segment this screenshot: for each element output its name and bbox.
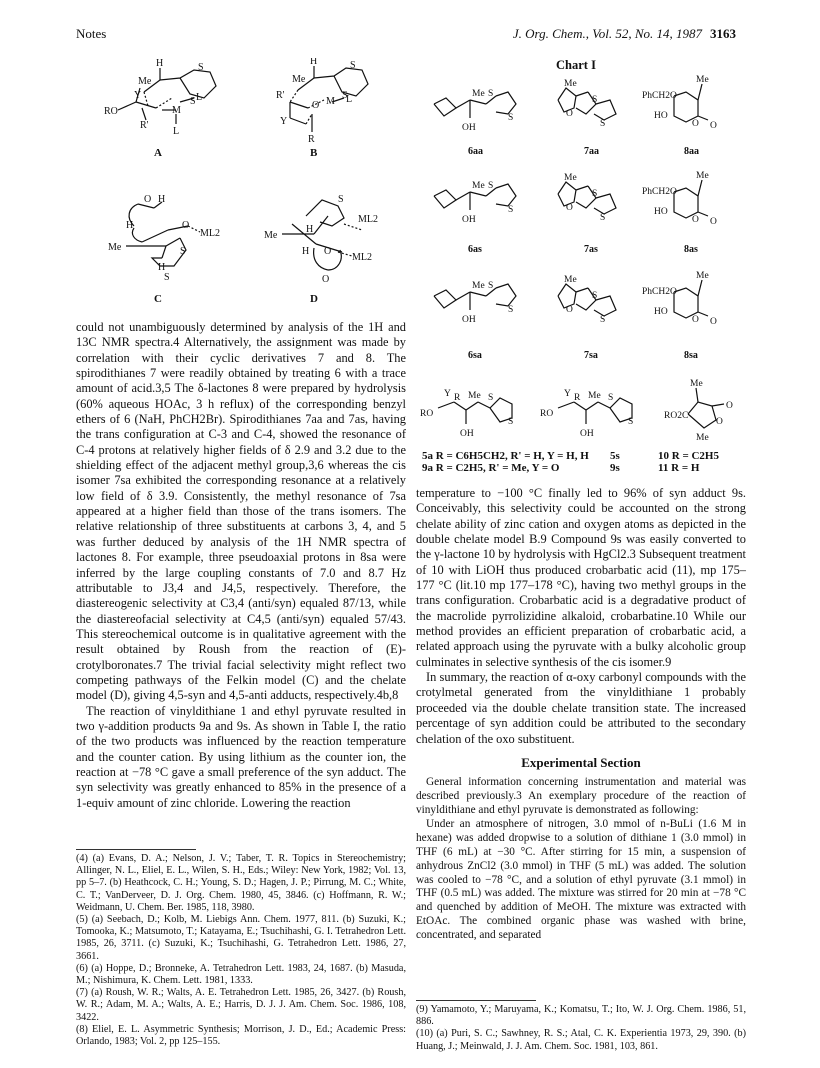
- model-a-label: A: [154, 147, 162, 158]
- running-header-right: [513, 26, 736, 42]
- figure-models-ab: [76, 58, 406, 158]
- c-8sa-phch2o: PhCH2O: [642, 287, 677, 297]
- c-6aa-oh: OH: [462, 123, 476, 133]
- cmpd-7aa: 7aa: [584, 146, 599, 157]
- atom-ro: RO: [104, 106, 118, 117]
- c-6as-me: Me: [472, 181, 485, 191]
- figure-models-cd: [76, 188, 406, 308]
- chart-title: Chart I: [556, 58, 596, 72]
- atom-h2-c: H: [126, 220, 134, 231]
- c-5a-s: S: [488, 393, 494, 403]
- c-6as-s2: S: [508, 205, 514, 215]
- legend-5a: 5a R = C6H5CH2, R' = H, Y = H, H: [422, 450, 589, 462]
- atom-o2-c: O: [182, 220, 190, 231]
- c-8as-ho: HO: [654, 207, 668, 217]
- c-6aa-me: Me: [472, 89, 485, 99]
- c-10-o: O: [716, 417, 723, 427]
- c-8aa-me: Me: [696, 75, 709, 85]
- atom-me-c: Me: [108, 242, 122, 253]
- left-paragraph-1: could not unambiguously determined by analysis of the 1H and 13C NMR spectra.4 Alternatively, the assignment was made by correlation with their cyclic derivatives 7 and 8. The spirodithianes 7 were readily obtained by treating 6 with a trace amount of acid.3,5 The δ-lactones 8 were prepared by hydrolysis (60% aqueous HOAc, 3 h reflux) of the corresponding benzyl ethers of 6 (NaH, PhCH2Br). Spirodithianes 7aa and 7as, having the trans configuration at C-3 and C-4, showed the resonance of C-4 protons at relatively higher fields of δ 2.9 and 3.2 due to the shielding effect of the adjacent methyl group,3,6 whereas the cis isomer 7sa exhibited the corresponding resonance at a relatively low field of δ 3.9. Consistently, the methyl resonance of 7sa appeared at a higher field than those of the trans isomers. The relative relationship of three substituents at carbons 3, 4, and 5 was further deduced by analysis of the 1H NMR spectra of lactones 8. For example, three pseudoaxial protons in 8sa were inferred by the large coupling constants of 7.0 and 8.7 Hz attributable to J3,4 and J4,5, respectively. Therefore, the diastereogenic selectivity at C3,4 (anti/syn) equaled 87/13, while the diastereofacial selectivity at C4,5 (anti/syn) equaled 57/43. This stereochemical outcome is in qualitative agreement with the result obtained by Roush from the reaction of (E)-crotylboronates.7 The trivial facial selectivity might reflect two competing pathways of the Felkin model (C) and the chelate model (D), giving 4,5-syn and 4,5-anti adducts, respectively.4b,8: [76, 320, 406, 703]
- atom-h2-d: H: [302, 246, 310, 257]
- c-8sa-me: Me: [696, 271, 709, 281]
- atom-o2-d: O: [322, 274, 330, 285]
- left-column: [76, 320, 406, 811]
- footnote-10: (10) (a) Puri, S. C.; Sawhney, R. S.; Atal, C. K. Experientia 1973, 29, 390. (b) Huang, J.; Meinwald, J. J. Am. Chem. Soc. 1981, 103, 861.: [416, 1028, 746, 1052]
- legend-row-2: [422, 462, 742, 474]
- cmpd-7sa: 7sa: [584, 350, 598, 361]
- footnote-8: (8) Eliel, E. L. Asymmetric Synthesis; Morrison, J. D., Ed.; Academic Press: Orlando, 1983; Vol. 2, pp 125–155.: [76, 1023, 406, 1048]
- atom-o-c: O: [144, 194, 152, 205]
- atom-h-c: H: [158, 194, 166, 205]
- c-7sa-s: S: [592, 291, 598, 301]
- c-8sa-o: O: [692, 315, 699, 325]
- c-5s-r: R: [574, 393, 581, 403]
- figure-models-ab-svg: [76, 58, 406, 158]
- legend-9s: 9s: [610, 462, 620, 474]
- section-title-experimental: Experimental Section: [521, 754, 641, 770]
- footnote-5: (5) (a) Seebach, D.; Kolb, M. Liebigs Ann. Chem. 1977, 811. (b) Suzuki, K.; Tomooka, K.; Matsumoto, T.; Katayama, E.; Tsuchihashi, G. I. Tetrahedron Lett. 1985, 26, 3711. (c) Suzuki, K.; Tsuchihashi, G. Tetrahedron Lett. 1986, 27, 3661.: [76, 914, 406, 962]
- c-8aa-ho: HO: [654, 111, 668, 121]
- c-5a-y: Y: [444, 389, 451, 399]
- chart-legend: [422, 450, 742, 474]
- c-6aa-s: S: [488, 89, 494, 99]
- chart-i-svg: [416, 74, 746, 446]
- atom-s2-c: S: [164, 272, 170, 283]
- footnote-9: (9) Yamamoto, Y.; Maruyama, K.; Komatsu, T.; Ito, W. J. Org. Chem. 1986, 51, 886.: [416, 1004, 746, 1028]
- c-5s-s: S: [608, 393, 614, 403]
- legend-11: 11 R = H: [658, 462, 700, 474]
- c-5a-s2: S: [508, 417, 514, 427]
- c-5s-y: Y: [564, 389, 571, 399]
- c-7as-o: O: [566, 203, 573, 213]
- atom-h: H: [156, 58, 164, 69]
- c-7aa-o: O: [566, 109, 573, 119]
- page-number: 3163: [710, 26, 736, 41]
- atom-s2: S: [190, 96, 196, 107]
- c-6as-oh: OH: [462, 215, 476, 225]
- c-7sa-s2: S: [600, 315, 606, 325]
- atom-s2-b: S: [342, 90, 348, 101]
- c-6sa-oh: OH: [462, 315, 476, 325]
- c-7sa-me: Me: [564, 275, 577, 285]
- atom-s-d: S: [338, 194, 344, 205]
- atom-y: Y: [134, 90, 142, 101]
- atom-h-b: H: [310, 58, 318, 67]
- c-6sa-s2: S: [508, 305, 514, 315]
- experimental-paragraph-2: Under an atmosphere of nitrogen, 3.0 mmol of n-BuLi (1.6 M in hexane) was added dropwise to a solution of dithiane 1 (3.0 mmol) in THF (6 mL) at −30 °C. After stirring for 15 min, a suspension of anhydrous ZnCl2 (3.0 mmol) in THF (5 mL) was added. The solution was cooled to −78 °C, and a solution of ethyl pyruvate (3.1 mmol) in THF (0.5 mL) was added. The mixture was stirred for 20 min at −78 °C and quenched by addition of MeOH. The mixture was extracted with EtOAc. The combined organic phase was washed with brine, concentrated, and separated: [416, 817, 746, 942]
- atom-l-b: L: [346, 94, 353, 105]
- c-7sa-o: O: [566, 305, 573, 315]
- atom-o-b: O: [312, 100, 320, 111]
- c-8aa-o: O: [692, 119, 699, 129]
- atom-s-c: S: [180, 246, 186, 257]
- c-7aa-s2: S: [600, 119, 606, 129]
- journal-citation: J. Org. Chem., Vol. 52, No. 14, 1987: [512, 26, 702, 41]
- right-paragraph-1: temperature to −100 °C finally led to 96% of syn adduct 9s. Conceivably, this selectivity could be accounted on the strong chelate ability of zinc cation and oxygen atoms as depicted in the double chelate model B.9 Compound 9s was easily converted to the γ-lactone 10 by hydrolysis with HgCl2.3 Subsequent treatment of 10 with LiOH thus produced crobarbatic acid (11), mp 175–177 °C (lit.10 mp 177–178 °C), having two methyl groups in the trans configuration. Crobarbatic acid is a degradative product of the macrolide pyrrolizidine alkaloid, crobarbatine.10 While our method provides an efficient preparation of crobarbatic acid, a related approach using the pyruvate with a bulky alcoholic group culminates in selective synthesis of the cis isomer.9: [416, 486, 746, 669]
- running-header-left: Notes: [76, 26, 107, 41]
- atom-r-b: R: [308, 134, 315, 145]
- cmpd-6as: 6as: [468, 244, 482, 255]
- cmpd-8aa: 8aa: [684, 146, 699, 157]
- c-6sa-s: S: [488, 281, 494, 291]
- footnote-rule-right: [416, 1000, 536, 1001]
- footnote-rule-left: [76, 849, 196, 850]
- c-8sa-ho: HO: [654, 307, 668, 317]
- atom-s-b: S: [350, 60, 356, 71]
- cmpd-6aa: 6aa: [468, 146, 483, 157]
- c-5a-me: Me: [468, 391, 481, 401]
- atom-ml2b-d: ML2: [352, 252, 372, 263]
- right-paragraph-2: In summary, the reaction of α-oxy carbonyl compounds with the crotylmetal generated from the vinyldithiane 1 probably proceeded via the double chelate transition state. The increased percentage of syn addition could be attributed to the secondary chelation of the oxo substituent.: [416, 670, 746, 746]
- c-5s-oh: OH: [580, 429, 594, 439]
- c-7as-me: Me: [564, 173, 577, 183]
- cmpd-8sa: 8sa: [684, 350, 698, 361]
- atom-s: S: [198, 62, 204, 73]
- left-footnotes: [76, 853, 406, 1048]
- c-8as-phch2o: PhCH2O: [642, 187, 677, 197]
- c-10-me2: Me: [696, 433, 709, 443]
- cmpd-6sa: 6sa: [468, 350, 482, 361]
- atom-ml2-c: ML2: [200, 228, 220, 239]
- c-6as-s: S: [488, 181, 494, 191]
- left-paragraph-2: The reaction of vinyldithiane 1 and ethyl pyruvate resulted in two γ-addition products 9a and 9s. As shown in Table I, the ratio of the two products was influenced by the reaction temperature and the counter cation. By using lithium as the counter ion, the reaction at −78 °C gave a small preference of the syn adduct. The syn selectivity was greatly enhanced to 85% in the presence of a 1-equiv amount of zinc chloride. Lowering the reaction: [76, 703, 406, 810]
- c-5s-ro: RO: [540, 409, 554, 419]
- atom-r-prime-b: R': [276, 90, 285, 101]
- c-6sa-me: Me: [472, 281, 485, 291]
- c-7aa-s: S: [592, 95, 598, 105]
- footnote-7: (7) (a) Roush, W. R.; Walts, A. E. Tetrahedron Lett. 1985, 26, 3427. (b) Roush, W. R.; Adam, M. A.; Walts, A. E.; Harris, D. J. J. Am. Chem. Soc. 1986, 108, 3422.: [76, 987, 406, 1023]
- atom-m-b: M: [326, 96, 335, 107]
- c-7aa-me: Me: [564, 79, 577, 89]
- experimental-paragraph-1: General information concerning instrumentation and material was described previously.3 An exemplary procedure of the reaction of vinyldithiane and ethyl pyruvate is demonstrated as following:: [416, 776, 746, 816]
- c-5a-oh: OH: [460, 429, 474, 439]
- atom-me-b: Me: [292, 74, 306, 85]
- atom-y-b: Y: [280, 116, 288, 127]
- atom-r-prime: R': [140, 120, 149, 131]
- c-8sa-o2: O: [710, 317, 717, 327]
- c-8as-o2: O: [710, 217, 717, 227]
- c-10-me: Me: [690, 379, 703, 389]
- atom-me: Me: [138, 76, 152, 87]
- atom-h-d: H: [306, 224, 314, 235]
- c-5s-me: Me: [588, 391, 601, 401]
- c-8as-o: O: [692, 215, 699, 225]
- c-8aa-o2: O: [710, 121, 717, 131]
- atom-h3-c: H: [158, 262, 166, 273]
- figure-models-cd-svg: [76, 188, 406, 308]
- atom-l2: L: [173, 126, 180, 137]
- c-10-o2: O: [726, 401, 733, 411]
- right-column: [416, 486, 746, 943]
- c-10-ro2c: RO2C: [664, 411, 689, 421]
- chart-i-figure: [416, 74, 746, 446]
- legend-5s: 5s: [610, 450, 620, 462]
- footnote-4: (4) (a) Evans, D. A.; Nelson, J. V.; Taber, T. R. Topics in Stereochemistry; Allinger, N. L., Eliel, E. L., Wilen, S. H., Eds.; Wiley: New York, 1982; Vol. 13, pp 5–7. (b) Heathcock, C. H.; Young, S. D.; Hagen, J. P.; Pirrung, M. C.; White, C. T.; VanDerveer, D. J. Org. Chem. 1980, 45, 3846. (c) Hoffmann, R. W.; Weidmann, U. Chem. Ber. 1985, 118, 3980.: [76, 853, 406, 913]
- model-b-label: B: [310, 147, 318, 158]
- right-footnotes: [416, 1004, 746, 1053]
- model-d-label: D: [310, 293, 318, 305]
- legend-10: 10 R = C2H5: [658, 450, 719, 462]
- c-7as-s2: S: [600, 213, 606, 223]
- c-8aa-phch2o: PhCH2O: [642, 91, 677, 101]
- model-c-label: C: [154, 293, 162, 305]
- atom-o-d: O: [324, 246, 332, 257]
- c-5a-ro: RO: [420, 409, 434, 419]
- atom-l: L: [196, 92, 203, 103]
- cmpd-8as: 8as: [684, 244, 698, 255]
- atom-m: M: [172, 105, 181, 116]
- c-6aa-s2: S: [508, 113, 514, 123]
- atom-ml2-d: ML2: [358, 214, 378, 225]
- legend-9a: 9a R = C2H5, R' = Me, Y = O: [422, 462, 560, 474]
- atom-me-d: Me: [264, 230, 278, 241]
- legend-row-1: [422, 450, 742, 462]
- cmpd-7as: 7as: [584, 244, 598, 255]
- c-5s-s2: S: [628, 417, 634, 427]
- c-7as-s: S: [592, 189, 598, 199]
- footnote-6: (6) (a) Hoppe, D.; Bronneke, A. Tetrahedron Lett. 1983, 24, 1687. (b) Masuda, M.; Nishimura, K. Chem. Lett. 1981, 1333.: [76, 962, 406, 987]
- c-5a-r: R: [454, 393, 461, 403]
- c-8as-me: Me: [696, 171, 709, 181]
